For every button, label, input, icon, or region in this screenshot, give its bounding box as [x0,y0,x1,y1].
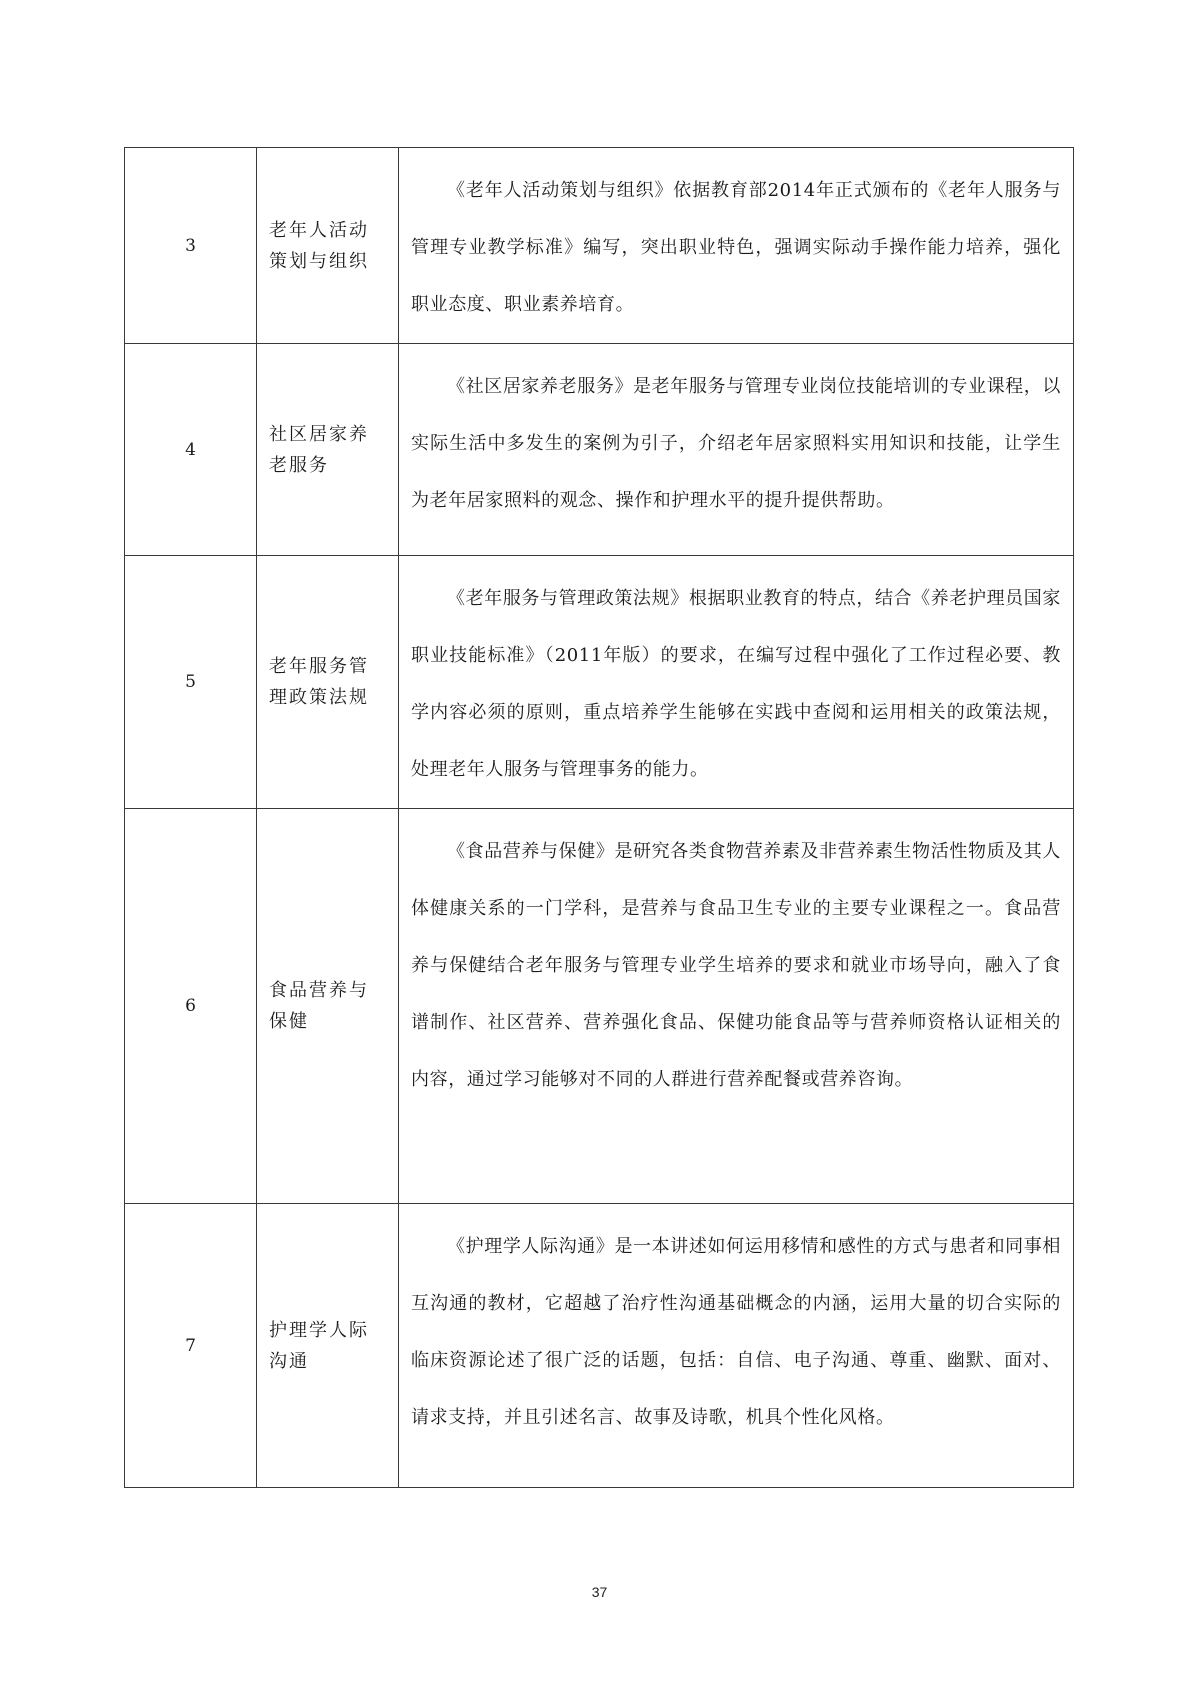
course-description: 《老年人活动策划与组织》依据教育部2014年正式颁布的《老年人服务与 管理专业教学标准》编写，突出职业特色，强调实际动手操作能力培养，强化职业态度、职业素养培育。 [411,180,1061,315]
course-description-cell [399,148,1074,344]
course-description: 《社区居家养老服务》是老年服务与管理专业岗位技能培训的专业课程，以实际生活中多发生的案例为引子，介绍老年居家照料实用知识和技能，让学生为老年居家照料的观念、操作和护理水平的提升提供帮助。 [411,376,1061,511]
course-description: 《食品营养与保健》是研究各类食物营养素及非营养素生物活性物质及其人体健康关系的一门学科，是营养与食品卫生专业的主要专业课程之一。食品营养与保健结合老年服务与管理专业学生培养的要求和就业市场导向，融入了食谱制作、社区营养、营养强化食品、保健功能食品等与营养师资格认证相关的内容，通过学习能够对不同的人群进行营养配餐或营养咨询。 [411,841,1061,1090]
course-table [124,147,1074,1488]
table-row [125,556,1074,809]
table-row [125,344,1074,556]
course-name: 老年服务管理政策法规 [257,556,399,809]
row-number: 5 [125,556,257,809]
table-row [125,148,1074,344]
table-row [125,809,1074,1204]
course-description: 《老年服务与管理政策法规》根据职业教育的特点，结合《养老护理员国家职业技能标准》（2011年版）的要求，在编写过程中强化了工作过程必要、教学内容必须的原则，重点培养学生能够在实践中查阅和运用相关的政策法规，处理老年人服务与管理事务的能力。 [411,588,1061,780]
row-number: 4 [125,344,257,556]
course-name: 食品营养与保健 [257,809,399,1204]
course-name: 护理学人际沟通 [257,1204,399,1488]
course-description: 《护理学人际沟通》是一本讲述如何运用移情和感性的方式与患者和同事相互沟通的教材，它超越了治疗性沟通基础概念的内涵，运用大量的切合实际的临床资源论述了很广泛的话题，包括：自信、电子沟通、尊重、幽默、面对、请求支持，并且引述名言、故事及诗歌，机具个性化风格。 [411,1236,1061,1428]
course-description-cell [399,556,1074,809]
course-description-cell [399,1204,1074,1488]
row-number: 7 [125,1204,257,1488]
row-number: 3 [125,148,257,344]
table-row [125,1204,1074,1488]
course-description-cell [399,344,1074,556]
course-description-cell [399,809,1074,1204]
course-name: 老年人活动策划与组织 [257,148,399,344]
row-number: 6 [125,809,257,1204]
course-name: 社区居家养老服务 [257,344,399,556]
page-number: 37 [591,1584,608,1600]
